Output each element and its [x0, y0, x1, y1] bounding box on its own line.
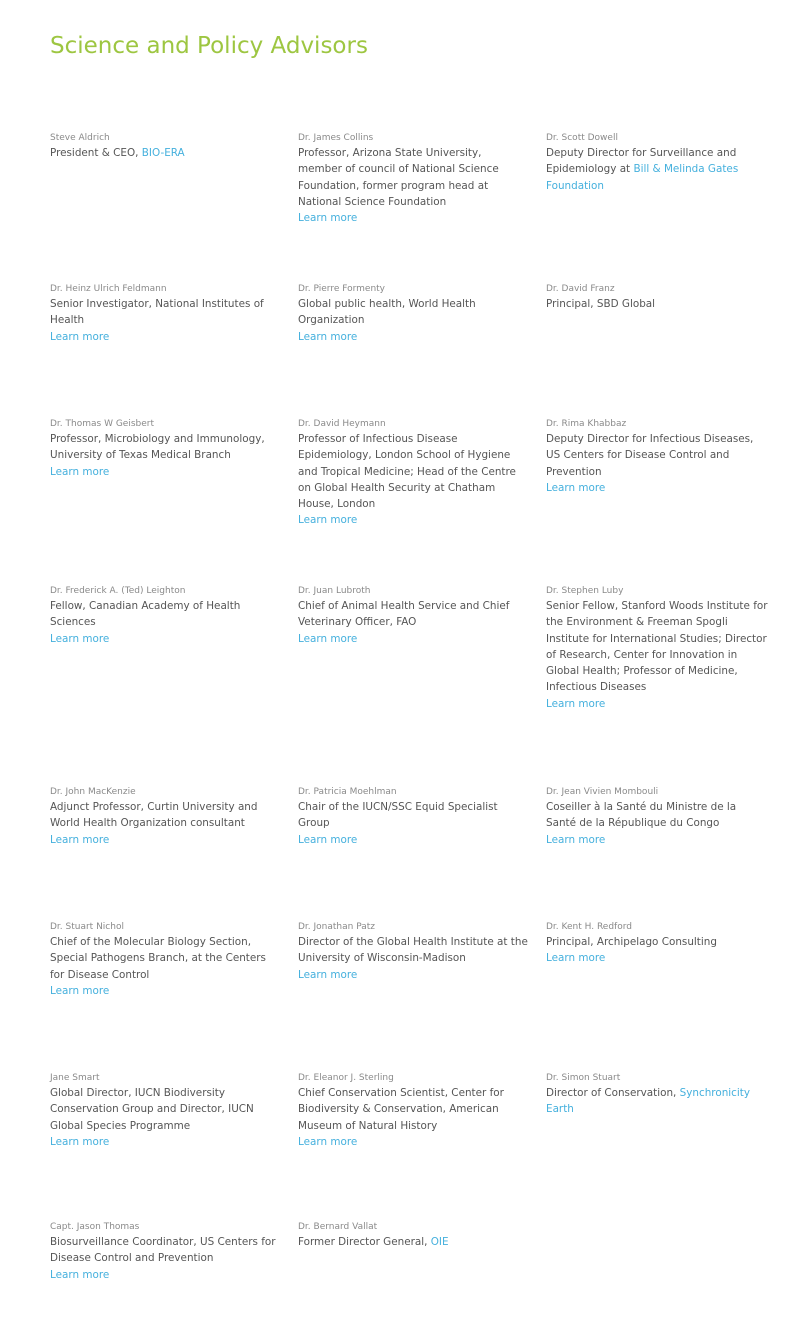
advisor-description: [298, 1085, 528, 1134]
advisor-description: [298, 145, 528, 210]
advisor-card-dr-thomas-w-geisbert: [50, 419, 280, 480]
page-title: Science and Policy Advisors: [50, 33, 368, 59]
advisor-card-dr-rima-khabbaz: [546, 419, 768, 496]
learn-more-link[interactable]: Learn more: [298, 833, 358, 846]
learn-more-link[interactable]: Learn more: [50, 330, 110, 343]
advisor-description-text: Deputy Director for Surveillance and Epidemiology at: [546, 147, 737, 176]
learn-more-link[interactable]: Learn more: [298, 632, 358, 645]
advisor-description: [546, 934, 768, 950]
advisor-description: [546, 1085, 768, 1118]
advisor-description: [50, 799, 280, 832]
advisor-description-text: Fellow, Canadian Academy of Health Sciences: [50, 600, 241, 629]
advisor-description-text: Professor of Infectious Disease Epidemiology, London School of Hygiene and Tropical Medicine; Head of the Centre on Global Health Security at Chatham House, London: [298, 433, 516, 511]
advisor-name: Dr. John MacKenzie: [50, 787, 136, 797]
advisor-card-dr-kent-h-redford: [546, 922, 768, 967]
advisor-description-text: Director of Conservation,: [546, 1087, 680, 1099]
advisor-description-text: Senior Investigator, National Institutes of Health: [50, 298, 264, 327]
advisor-description: [546, 145, 768, 194]
advisor-description-text: Adjunct Professor, Curtin University and World Health Organization consultant: [50, 801, 258, 830]
advisor-name: Dr. James Collins: [298, 133, 374, 143]
advisor-description: [546, 431, 768, 480]
advisor-name: Dr. Juan Lubroth: [298, 586, 371, 596]
advisor-description: [546, 598, 768, 696]
advisor-card-dr-bernard-vallat: [298, 1222, 528, 1250]
advisor-card-capt-jason-thomas: [50, 1222, 280, 1283]
organization-link[interactable]: Synchronicity Earth: [546, 1087, 750, 1116]
advisor-description-text: Global public health, World Health Organization: [298, 298, 476, 327]
advisor-name: Dr. Thomas W Geisbert: [50, 419, 155, 429]
learn-more-link[interactable]: Learn more: [546, 952, 606, 965]
advisor-description: [298, 598, 528, 631]
advisor-name: Dr. Eleanor J. Sterling: [298, 1073, 394, 1083]
advisor-name: Dr. David Heymann: [298, 419, 386, 429]
advisor-name: Steve Aldrich: [50, 133, 110, 143]
advisor-description-text: Biosurveillance Coordinator, US Centers for Disease Control and Prevention: [50, 1236, 276, 1265]
learn-more-link[interactable]: Learn more: [50, 833, 110, 846]
advisor-card-dr-stephen-luby: [546, 586, 768, 712]
advisor-description-text: Global Director, IUCN Biodiversity Conservation Group and Director, IUCN Global Species Programme: [50, 1087, 254, 1132]
advisor-name: Jane Smart: [50, 1073, 100, 1083]
advisor-description-text: Principal, Archipelago Consulting: [546, 936, 717, 948]
learn-more-link[interactable]: Learn more: [298, 968, 358, 981]
advisor-description-text: Chief Conservation Scientist, Center for Biodiversity & Conservation, American Museum of Natural History: [298, 1087, 504, 1132]
advisor-description: [546, 799, 768, 832]
advisor-description: [298, 296, 528, 329]
advisor-name: Dr. Stuart Nichol: [50, 922, 124, 932]
advisor-description: [50, 296, 280, 329]
learn-more-link[interactable]: Learn more: [298, 1135, 358, 1148]
advisor-card-dr-jean-vivien-mombouli: [546, 787, 768, 848]
advisor-card-jane-smart: [50, 1073, 280, 1150]
advisor-card-dr-jonathan-patz: [298, 922, 528, 983]
advisor-description-text: Former Director General,: [298, 1236, 431, 1248]
advisor-card-dr-pierre-formenty: [298, 284, 528, 345]
learn-more-link[interactable]: Learn more: [50, 465, 110, 478]
advisor-description-text: Senior Fellow, Stanford Woods Institute for the Environment & Freeman Spogli Institute for International Studies; Director of Research, Center for Innovation in Global Health; Professor of Medicine, Infectious Diseases: [546, 600, 768, 694]
advisor-card-dr-scott-dowell: [546, 133, 768, 194]
advisor-name: Dr. Jean Vivien Mombouli: [546, 787, 659, 797]
learn-more-link[interactable]: Learn more: [546, 481, 606, 494]
advisor-name: Capt. Jason Thomas: [50, 1222, 140, 1232]
learn-more-link[interactable]: Learn more: [50, 984, 110, 997]
advisor-name: Dr. Simon Stuart: [546, 1073, 621, 1083]
advisor-description: [50, 145, 280, 161]
advisor-card-dr-john-mackenzie: [50, 787, 280, 848]
advisor-description: [298, 431, 528, 512]
advisor-name: Dr. David Franz: [546, 284, 615, 294]
advisor-name: Dr. Pierre Formenty: [298, 284, 386, 294]
advisor-name: Dr. Scott Dowell: [546, 133, 618, 143]
advisor-description: [298, 799, 528, 832]
advisor-description: [298, 934, 528, 967]
learn-more-link[interactable]: Learn more: [298, 330, 358, 343]
advisor-description: [50, 1234, 280, 1267]
advisor-name: Dr. Rima Khabbaz: [546, 419, 627, 429]
advisor-card-dr-simon-stuart: [546, 1073, 768, 1118]
advisor-card-dr-stuart-nichol: [50, 922, 280, 999]
advisor-card-dr-heinz-ulrich-feldmann: [50, 284, 280, 345]
advisor-description-text: Professor, Arizona State University, member of council of National Science Foundation, former program head at National Science Foundation: [298, 147, 499, 208]
advisor-description: [50, 1085, 280, 1134]
advisor-description-text: Director of the Global Health Institute at the University of Wisconsin-Madison: [298, 936, 528, 965]
advisor-card-dr-david-heymann: [298, 419, 528, 529]
organization-link[interactable]: OIE: [430, 1236, 449, 1248]
advisor-name: Dr. Stephen Luby: [546, 586, 624, 596]
advisor-description: [298, 1234, 528, 1250]
advisor-description-text: Chief of the Molecular Biology Section, Special Pathogens Branch, at the Centers for Disease Control: [50, 936, 266, 981]
advisor-description-text: Professor, Microbiology and Immunology, University of Texas Medical Branch: [50, 433, 265, 462]
advisor-description: [50, 598, 280, 631]
advisor-name: Dr. Heinz Ulrich Feldmann: [50, 284, 167, 294]
advisor-name: Dr. Frederick A. (Ted) Leighton: [50, 586, 186, 596]
advisor-card-dr-james-collins: [298, 133, 528, 226]
learn-more-link[interactable]: Learn more: [546, 697, 606, 710]
advisor-description-text: Principal, SBD Global: [546, 298, 656, 310]
learn-more-link[interactable]: Learn more: [298, 212, 358, 225]
advisor-name: Dr. Patricia Moehlman: [298, 787, 397, 797]
advisor-card-dr-patricia-moehlman: [298, 787, 528, 848]
advisor-name: Dr. Kent H. Redford: [546, 922, 632, 932]
advisor-description: [50, 934, 280, 983]
advisor-name: Dr. Jonathan Patz: [298, 922, 376, 932]
advisor-name: Dr. Bernard Vallat: [298, 1222, 378, 1232]
learn-more-link[interactable]: Learn more: [50, 632, 110, 645]
advisor-card-steve-aldrich: [50, 133, 280, 161]
advisor-card-dr-david-franz: [546, 284, 768, 312]
organization-link[interactable]: Bill & Melinda Gates Foundation: [546, 163, 739, 192]
advisor-description: [50, 431, 280, 464]
learn-more-link[interactable]: Learn more: [50, 1135, 110, 1148]
advisor-description-text: Chair of the IUCN/SSC Equid Specialist Group: [298, 801, 498, 830]
advisor-card-dr-eleanor-j-sterling: [298, 1073, 528, 1150]
advisor-description-text: Deputy Director for Infectious Diseases, US Centers for Disease Control and Prevention: [546, 433, 754, 478]
advisor-description-text: President & CEO,: [50, 147, 142, 159]
advisor-card-dr-juan-lubroth: [298, 586, 528, 647]
advisor-description-text: Coseiller à la Santé du Ministre de la Santé de la République du Congo: [546, 801, 737, 830]
advisor-card-dr-frederick-a-ted-leighton: [50, 586, 280, 647]
learn-more-link[interactable]: Learn more: [298, 514, 358, 527]
organization-link[interactable]: BIO-ERA: [141, 147, 185, 159]
advisor-description: [546, 296, 768, 312]
advisor-description-text: Chief of Animal Health Service and Chief Veterinary Officer, FAO: [298, 600, 510, 629]
learn-more-link[interactable]: Learn more: [50, 1268, 110, 1281]
learn-more-link[interactable]: Learn more: [546, 833, 606, 846]
